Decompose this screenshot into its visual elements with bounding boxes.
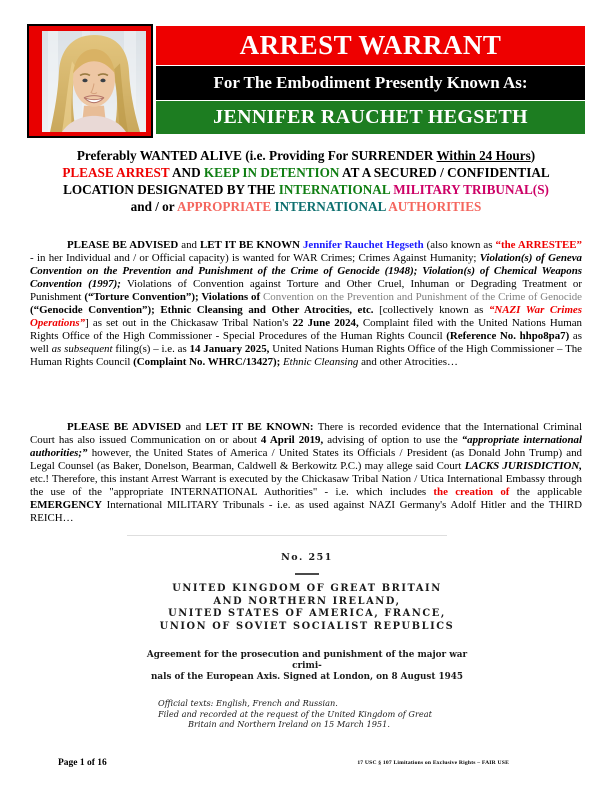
treaty-filed-note: Filed and recorded at the request of the United Kingdom of Great Britain and Northern Ireland on 15 March 1951. xyxy=(158,708,432,729)
footer-page-number: Page 1 of 16 xyxy=(58,758,107,768)
treaty-divider-rule xyxy=(295,573,319,575)
headline-line-1: Preferably WANTED ALIVE (i.e. Providing For SURRENDER Within 24 Hours) xyxy=(76,148,536,163)
headline-line-2: PLEASE ARREST AND KEEP IN DETENTION AT A SECURED / CONFIDENTIAL xyxy=(62,165,550,180)
banner-arrestee-name: JENNIFER RAUCHET HEGSETH xyxy=(213,106,528,128)
treaty-excerpt xyxy=(146,552,468,730)
headline-line-4: and / or APPROPRIATE INTERNATIONAL AUTHORITIES xyxy=(130,199,482,214)
arrestee-photo-frame xyxy=(27,24,153,138)
headline-line-3: LOCATION DESIGNATED BY THE INTERNATIONAL MILITARY TRIBUNAL(S) xyxy=(63,182,549,197)
advisory-paragraph-1: PLEASE BE ADVISED and LET IT BE KNOWN Jennifer Rauchet Hegseth (also known as “the ARRESTEE” - in her Individual and / or Official capacity) is wanted for WAR Crimes; Crimes Against Humanity; Violation(s) of Geneva Convention on the Prevention and Punishment of the Crime of Genocide (1948); Violation(s) of Chemical Weapons Convention (1997); Violations of Convention against Torture and Other Cruel, Inhuman or Degrading Treatment or Punishment (“Torture Convention”); Violations of Convention on the Prevention and Punishment of the Crime of Genocide (“Genocide Convention”); Ethnic Cleansing and Other Atrocities, etc. [collectively known as “NAZI War Crimes Operations”] as set out in the Chickasaw Tribal Nation's 22 June 2024, Complaint filed with the United Nations Human Rights Office of the High Commissioner - Special Procedures of the Human Rights Council (Reference No. hhpo8pa7) as well as subsequent filing(s) – i.e. as 14 January 2025, United Nations Human Rights Office of the High Commissioner – The Human Rights Council (Complaint No. WHRC/13427); Ethnic Cleansing and other Atrocities… xyxy=(30,238,583,368)
banner-title-bar xyxy=(156,26,585,65)
warrant-banner xyxy=(156,26,585,134)
treaty-doc-number: No. 251 xyxy=(281,552,333,563)
arrestee-name-text: Jennifer Rauchet Hegseth xyxy=(302,238,424,251)
footer-rights-note: 17 USC § 107 Limitations on Exclusive Rights – FAIR USE xyxy=(357,760,509,766)
treaty-parties: UNITED KINGDOM OF GREAT BRITAIN AND NORTHERN IRELAND, UNITED STATES OF AMERICA, FRANCE, UNION OF SOVIET SOCIALIST REPUBLICS xyxy=(159,583,455,632)
advisory-paragraph-2: PLEASE BE ADVISED and LET IT BE KNOWN: There is recorded evidence that the International Criminal Court has also issued Communication on or about 4 April 2019, advising of option to use the “appropriate international authorities;” however, the United States of America / United States its Officials / President (as Donald John Trump) and Legal Counsel (as Baker, Donelson, Bearman, Caldwell & Berkowitz P.C.) may allege said Court LACKS JURISDICTION, etc.! Therefore, this instant Arrest Warrant is executed by the Chickasaw Tribal Nation / Utica International Embassy through the use of the "appropriate INTERNATIONAL Authorities" - i.e. which includes the creation of the applicable EMERGENCY International MILITARY Tribunals - i.e. as used against NAZI Germany's Adolf Hitler and the THIRD REICH… xyxy=(30,420,583,524)
banner-subtitle-bar xyxy=(156,66,585,100)
scan-top-edge xyxy=(127,535,447,536)
banner-name-bar xyxy=(156,101,585,134)
banner-subtitle: For The Embodiment Presently Known As: xyxy=(213,73,528,92)
arrestee-photo xyxy=(42,31,146,132)
banner-title: ARREST WARRANT xyxy=(239,30,502,60)
treaty-agreement-title: Agreement for the prosecution and punishment of the major war crimi- nals of the European Axis. Signed at London, on 8 August 1945 xyxy=(146,650,468,682)
treaty-official-texts: Official texts: English, French and Russian. xyxy=(158,698,338,708)
wanted-headline xyxy=(20,147,592,215)
